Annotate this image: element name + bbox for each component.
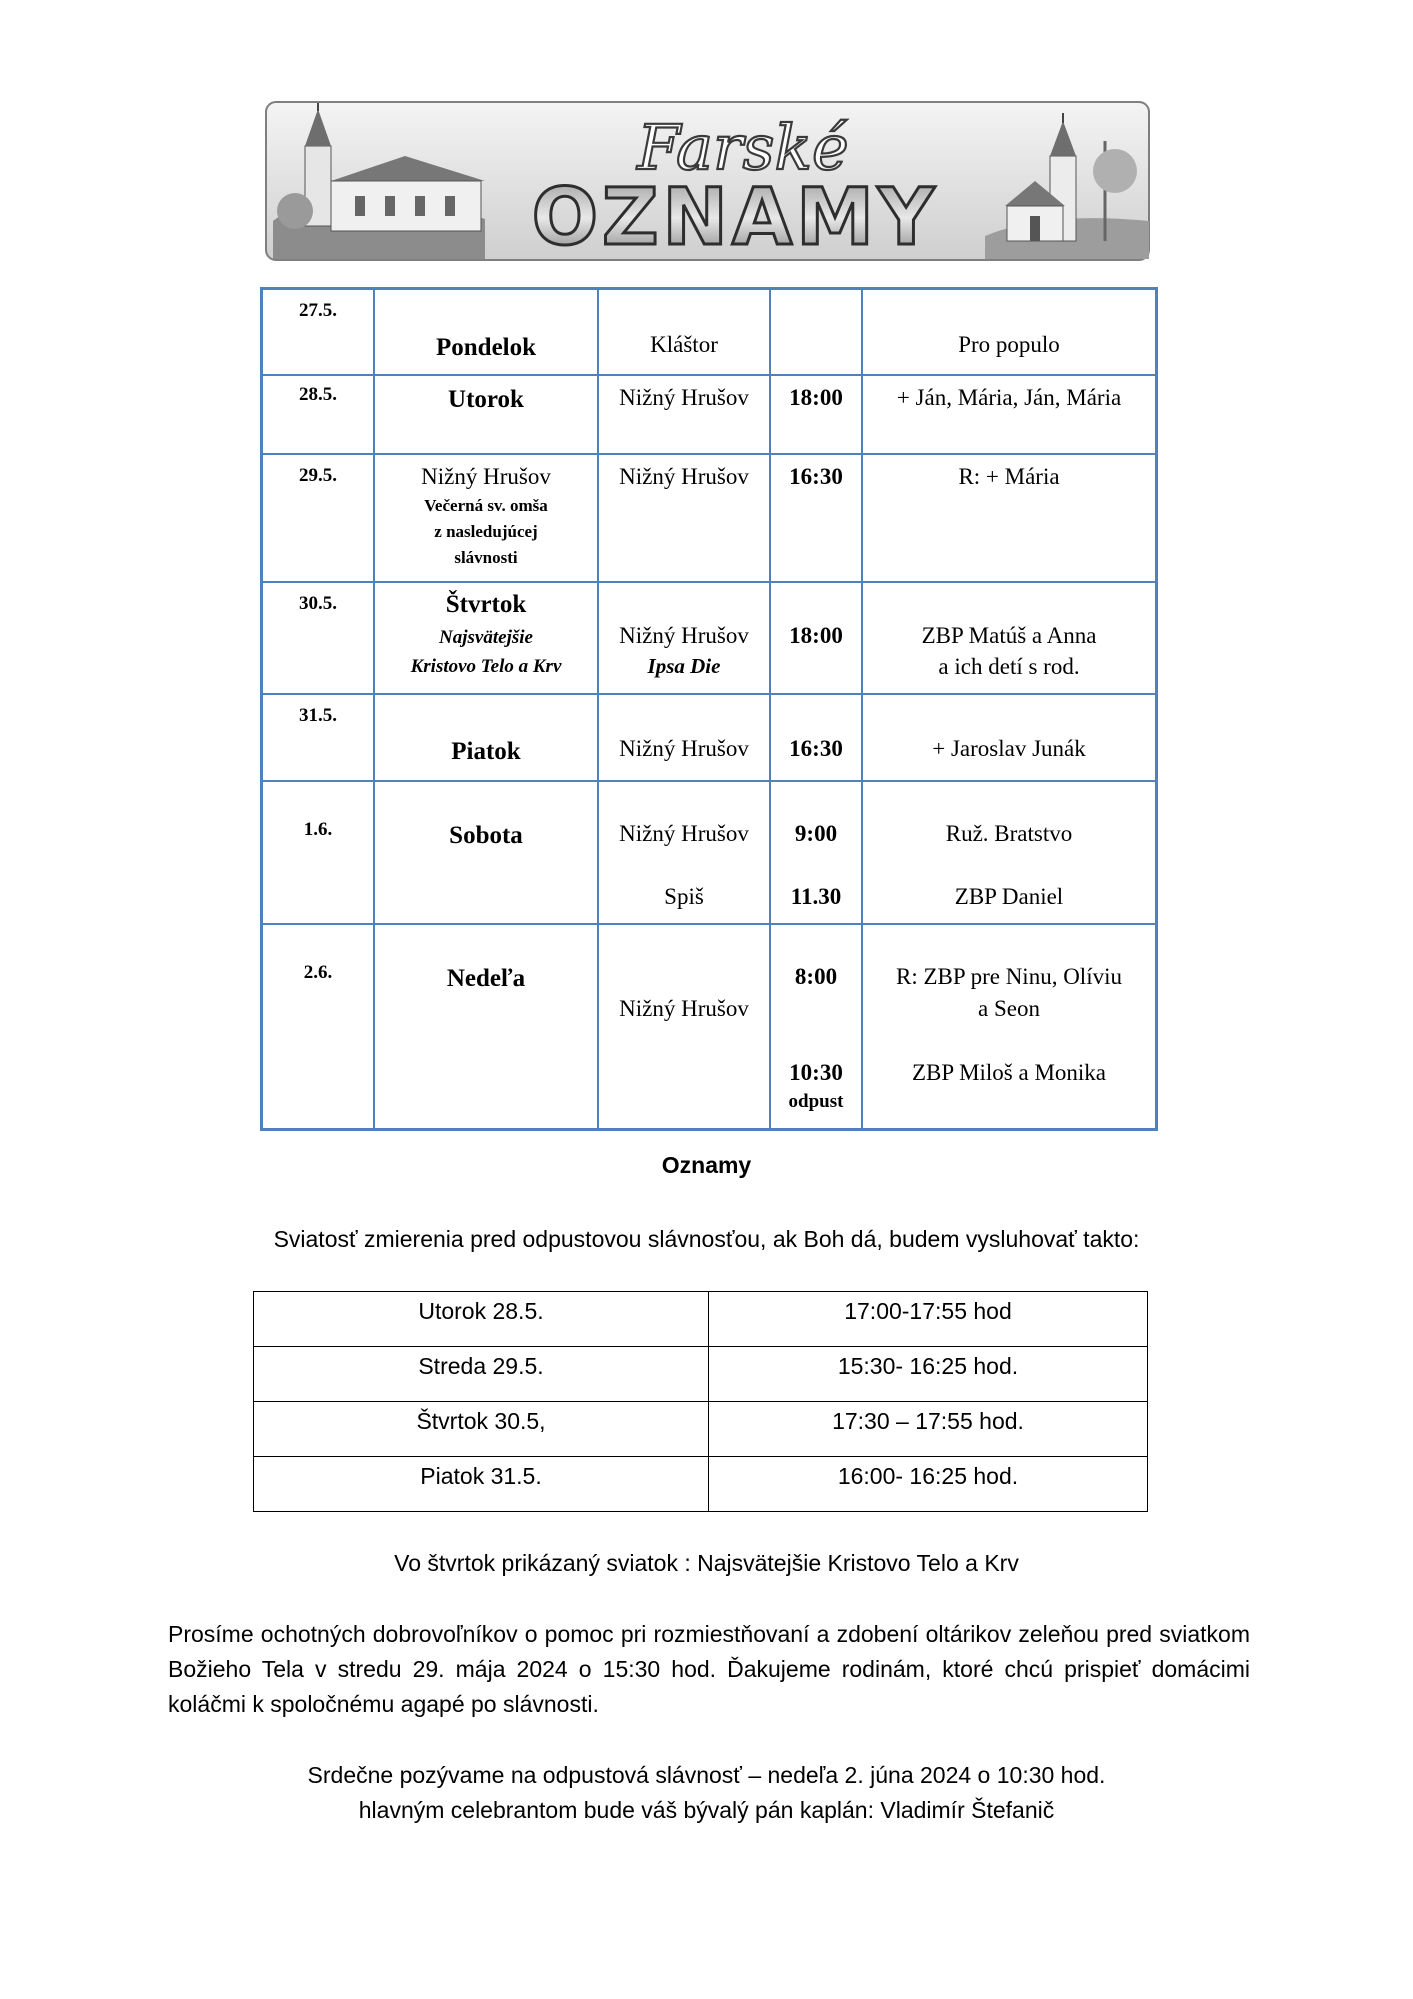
day-cell: Nedeľa xyxy=(446,965,526,992)
holiday-notice: Vo štvrtok prikázaný sviatok : Najsvätejšie Kristovo Telo a Krv xyxy=(394,1550,1019,1576)
banner-title-script: Farské xyxy=(637,111,849,184)
table-row xyxy=(263,376,1155,455)
day-note: slávnosti xyxy=(454,548,518,567)
confession-time: 15:30- 16:25 hod. xyxy=(709,1347,1148,1402)
intention-cell: + Ján, Mária, Ján, Mária xyxy=(896,385,1122,410)
confession-schedule-table xyxy=(253,1291,1148,1512)
confession-day: Utorok 28.5. xyxy=(254,1292,709,1347)
day-cell: Piatok xyxy=(451,738,521,765)
date-cell: 31.5. xyxy=(299,705,337,726)
day-cell: Štvrtok xyxy=(445,591,527,618)
intention-cell: ZBP Daniel xyxy=(954,884,1064,909)
intention-cell: Pro populo xyxy=(958,332,1060,357)
place-note: Ipsa Die xyxy=(647,654,721,678)
date-cell: 2.6. xyxy=(303,962,333,983)
confession-time: 17:00-17:55 hod xyxy=(709,1292,1148,1347)
confession-day: Streda 29.5. xyxy=(254,1347,709,1402)
date-cell: 27.5. xyxy=(299,300,337,321)
date-cell: 1.6. xyxy=(303,819,333,840)
invitation-line-2: hlavným celebrantom bude váš bývalý pán kaplán: Vladimír Štefanič xyxy=(358,1797,1055,1823)
place-cell: Spiš xyxy=(664,884,704,909)
table-row xyxy=(263,695,1155,782)
table-row xyxy=(263,925,1155,1128)
day-note: Večerná sv. omša xyxy=(424,496,548,515)
place-cell: Nižný Hrušov xyxy=(619,996,749,1021)
intention-cell: R: ZBP pre Ninu, Olíviu xyxy=(896,964,1122,989)
time-cell: 18:00 xyxy=(789,623,843,648)
table-row xyxy=(254,1457,1148,1512)
intention-cell: + Jaroslav Junák xyxy=(932,736,1086,761)
date-cell: 30.5. xyxy=(299,593,337,614)
time-cell: 11.30 xyxy=(790,884,842,909)
intention-cell: R: + Mária xyxy=(958,464,1060,489)
confession-intro: Sviatosť zmierenia pred odpustovou slávnosťou, ak Boh dá, budem vysluhovať takto: xyxy=(273,1226,1140,1252)
announcements-title: Oznamy xyxy=(661,1152,752,1178)
mass-schedule-table xyxy=(260,287,1158,1131)
confession-time: 17:30 – 17:55 hod. xyxy=(709,1402,1148,1457)
intention-cell: a ich detí s rod. xyxy=(938,654,1080,679)
intention-cell: a Seon xyxy=(978,996,1040,1021)
confession-day: Piatok 31.5. xyxy=(254,1457,709,1512)
time-cell: 16:30 xyxy=(789,736,843,761)
intention-cell: Ruž. Bratstvo xyxy=(945,821,1073,846)
day-cell: Sobota xyxy=(449,822,523,849)
invitation-line-1: Srdečne pozývame na odpustová slávnosť – nedeľa 2. júna 2024 o 10:30 hod. xyxy=(307,1762,1106,1788)
header-banner xyxy=(265,101,1150,261)
day-cell: Pondelok xyxy=(435,334,537,361)
time-cell: 9:00 xyxy=(794,821,838,846)
day-note: Najsvätejšie xyxy=(439,627,533,648)
time-cell: 18:00 xyxy=(789,385,843,410)
banner-graphic xyxy=(265,101,1150,261)
table-row xyxy=(263,782,1155,925)
place-cell: Nižný Hrušov xyxy=(619,385,749,410)
table-row xyxy=(263,290,1155,376)
place-cell: Nižný Hrušov xyxy=(619,736,749,761)
table-row xyxy=(263,455,1155,583)
date-cell: 29.5. xyxy=(299,465,337,486)
place-cell: Nižný Hrušov xyxy=(619,464,749,489)
intention-cell: ZBP Miloš a Monika xyxy=(911,1060,1107,1085)
banner-title-main: OZNAMY xyxy=(531,173,939,261)
date-cell: 28.5. xyxy=(299,384,337,405)
volunteer-plea: Prosíme ochotných dobrovoľníkov o pomoc pri rozmiestňovaní a zdobení oltárikov zeleňou pred sviatkom Božieho Tela v stredu 29. mája 2024 o 15:30 hod. Ďakujeme rodinám, ktoré chcú prispieť domácimi koláčmi k spoločnému agapé po slávnosti. xyxy=(168,1621,1250,1717)
day-note: z nasledujúcej xyxy=(434,522,538,541)
time-cell: 16:30 xyxy=(789,464,843,489)
confession-day: Štvrtok 30.5, xyxy=(254,1402,709,1457)
place-cell: Kláštor xyxy=(650,332,718,357)
table-row xyxy=(254,1347,1148,1402)
time-note: odpust xyxy=(788,1091,844,1112)
time-cell: 8:00 xyxy=(794,964,838,989)
table-row xyxy=(254,1402,1148,1457)
time-cell: 10:30 xyxy=(789,1060,843,1085)
table-row xyxy=(263,583,1155,695)
place-cell: Nižný Hrušov xyxy=(619,623,749,648)
day-cell: Nižný Hrušov xyxy=(421,464,551,489)
day-note: Kristovo Telo a Krv xyxy=(410,656,562,677)
day-cell: Utorok xyxy=(448,386,524,413)
intention-cell: ZBP Matúš a Anna xyxy=(921,623,1097,648)
confession-time: 16:00- 16:25 hod. xyxy=(709,1457,1148,1512)
table-row xyxy=(254,1292,1148,1347)
place-cell: Nižný Hrušov xyxy=(619,821,749,846)
